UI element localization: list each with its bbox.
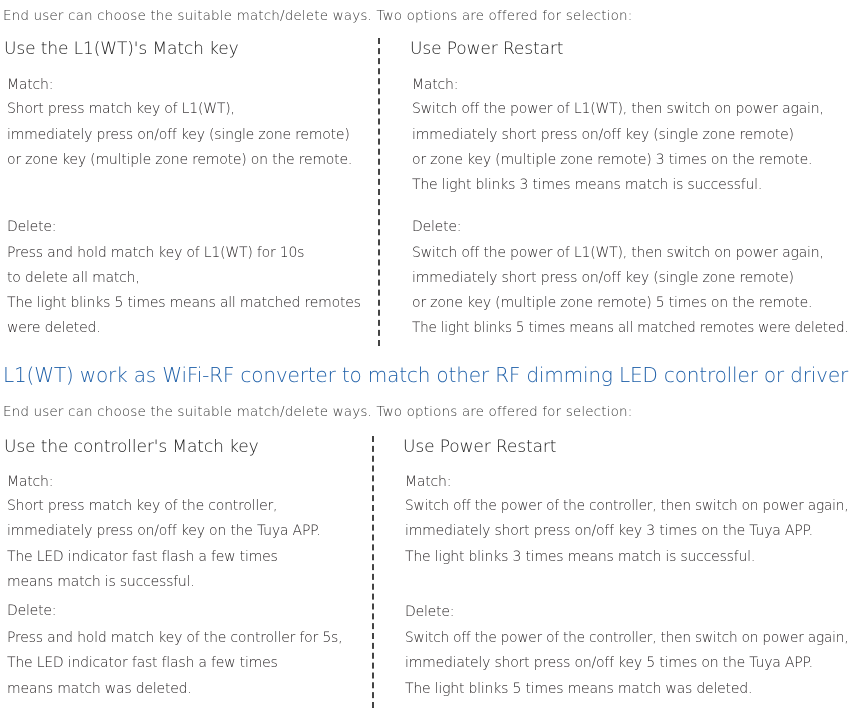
text-line: immediately press on/off key (single zone remote)	[7, 127, 350, 143]
delete-label: Delete:	[7, 219, 57, 235]
text-line: means match is successful.	[7, 574, 195, 590]
text-line: immediately short press on/off key (single zone remote)	[412, 270, 794, 286]
match-label: Match:	[405, 474, 452, 490]
text-line: Short press match key of the controller,	[7, 498, 278, 514]
text-line: to delete all match,	[7, 270, 140, 286]
left-option-title: Use the L1(WT)'s Match key	[4, 39, 239, 59]
text-line: The LED indicator fast flash a few times	[7, 549, 278, 565]
text-line: Press and hold match key of L1(WT) for 10s	[7, 245, 305, 261]
text-line: immediately short press on/off key 5 times on the Tuya APP.	[405, 655, 813, 671]
text-line: immediately press on/off key on the Tuya APP.	[7, 523, 321, 539]
delete-label: Delete:	[405, 604, 455, 620]
text-line: The light blinks 3 times means match is successful.	[405, 549, 756, 565]
right-option-title: Use Power Restart	[410, 39, 564, 59]
text-line: or zone key (multiple zone remote) 3 times on the remote.	[412, 152, 813, 168]
text-line: The light blinks 5 times means all matched remotes	[7, 295, 361, 311]
text-line: immediately short press on/off key 3 times on the Tuya APP.	[405, 523, 813, 539]
text-line: immediately short press on/off key (single zone remote)	[412, 127, 794, 143]
text-line: The light blinks 3 times means match is successful.	[412, 177, 763, 193]
text-line: or zone key (multiple zone remote) on the remote.	[7, 152, 353, 168]
column-divider	[372, 436, 374, 708]
left-option-title: Use the controller's Match key	[4, 437, 259, 457]
intro-text: End user can choose the suitable match/delete ways. Two options are offered for selection:	[3, 8, 633, 24]
delete-label: Delete:	[7, 603, 57, 619]
match-label: Match:	[412, 77, 459, 93]
text-line: The light blinks 5 times means match was deleted.	[405, 681, 753, 697]
right-option-title: Use Power Restart	[403, 437, 557, 457]
text-line: were deleted.	[7, 320, 101, 336]
text-line: Switch off the power of the controller, then switch on power again,	[405, 630, 849, 646]
delete-label: Delete:	[412, 219, 462, 235]
text-line: Switch off the power of L1(WT), then switch on power again,	[412, 245, 824, 261]
text-line: Switch off the power of the controller, then switch on power again,	[405, 498, 849, 514]
column-divider	[378, 38, 380, 346]
text-line: means match was deleted.	[7, 681, 192, 697]
text-line: Short press match key of L1(WT),	[7, 101, 235, 117]
text-line: Switch off the power of L1(WT), then switch on power again,	[412, 101, 824, 117]
match-label: Match:	[7, 474, 54, 490]
text-line: Press and hold match key of the controller for 5s,	[7, 630, 343, 646]
intro-text: End user can choose the suitable match/delete ways. Two options are offered for selection:	[3, 404, 633, 420]
text-line: or zone key (multiple zone remote) 5 times on the remote.	[412, 295, 813, 311]
text-line: The light blinks 5 times means all matched remotes were deleted.	[412, 320, 849, 336]
section-heading: L1(WT) work as WiFi-RF converter to match other RF dimming LED controller or driver	[3, 363, 849, 387]
text-line: The LED indicator fast flash a few times	[7, 655, 278, 671]
match-label: Match:	[7, 77, 54, 93]
